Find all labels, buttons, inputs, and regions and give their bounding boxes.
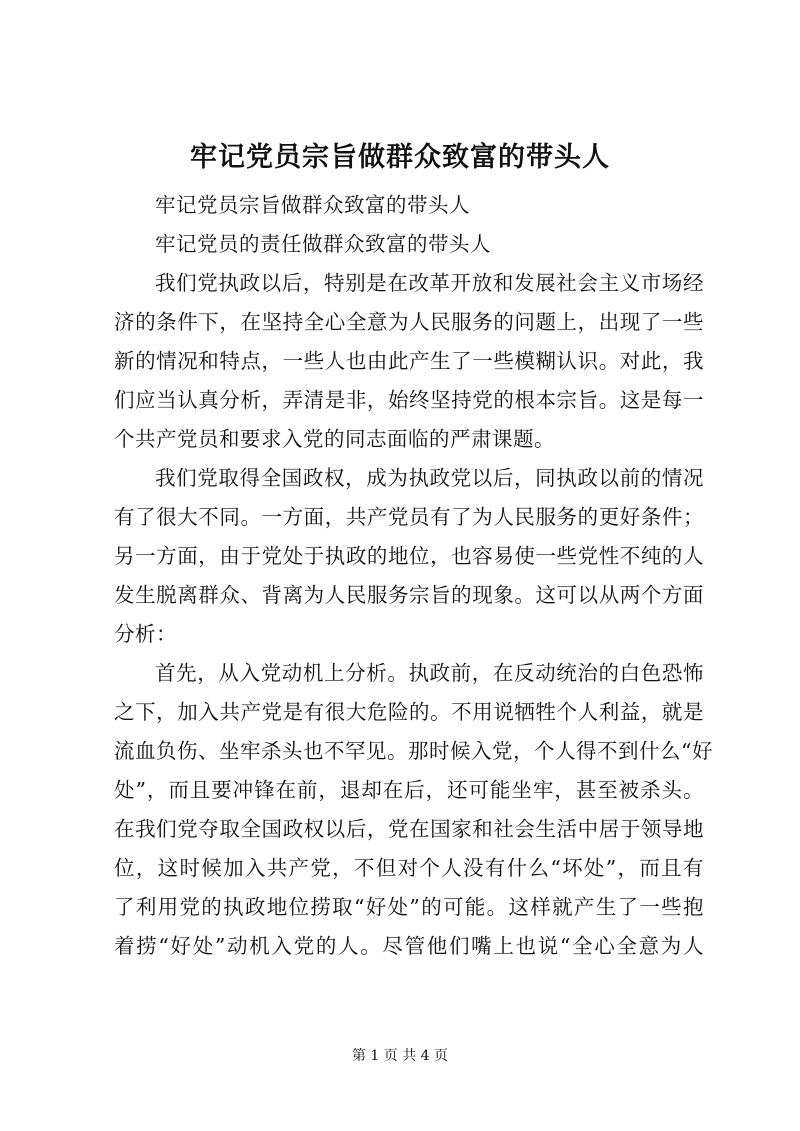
- paragraph-line: 之下，加入共产党是有很大危险的。不用说牺牲个人利益，就是: [114, 700, 704, 724]
- paragraph-line: 另一方面，由于党处于执政的地位，也容易使一些党性不纯的人: [114, 544, 704, 568]
- paragraph-line: 我们党取得全国政权，成为执政党以后，同执政以前的情况: [155, 466, 704, 490]
- paragraph-line: 位，这时候加入共产党，不但对个人没有什么“坏处”，而且有: [114, 856, 704, 880]
- paragraph-line: 新的情况和特点，一些人也由此产生了一些模糊认识。对此，我: [114, 349, 704, 373]
- paragraph-line: 有了很大不同。一方面，共产党员有了为人民服务的更好条件；: [114, 505, 704, 529]
- document-title: 牢记党员宗旨做群众致富的带头人: [190, 142, 610, 173]
- paragraph-line: 个共产党员和要求入党的同志面临的严肃课题。: [114, 427, 555, 451]
- paragraph-line: 济的条件下，在坚持全心全意为人民服务的问题上，出现了一些: [114, 310, 704, 334]
- paragraph-line: 发生脱离群众、背离为人民服务宗旨的现象。这可以从两个方面: [114, 583, 704, 607]
- subtitle-line-2: 牢记党员的责任做群众致富的带头人: [155, 232, 491, 256]
- subtitle-line-1: 牢记党员宗旨做群众致富的带头人: [155, 193, 470, 217]
- paragraph-line: 分析：: [114, 622, 177, 646]
- paragraph-line: 处”，而且要冲锋在前，退却在后，还可能坐牢，甚至被杀头。: [114, 778, 704, 802]
- paragraph-line: 了利用党的执政地位捞取“好处”的可能。这样就产生了一些抱: [114, 895, 704, 919]
- paragraph-line: 流血负伤、坐牢杀头也不罕见。那时候入党，个人得不到什么“好: [114, 739, 713, 763]
- page-footer: 第 1 页 共 4 页: [351, 1048, 449, 1064]
- paragraph-line: 我们党执政以后，特别是在改革开放和发展社会主义市场经: [155, 271, 704, 295]
- paragraph-line: 着捞“好处”动机入党的人。尽管他们嘴上也说“全心全意为人: [114, 934, 704, 958]
- paragraph-line: 首先，从入党动机上分析。执政前，在反动统治的白色恐怖: [155, 661, 704, 685]
- paragraph-line: 在我们党夺取全国政权以后，党在国家和社会生活中居于领导地: [114, 817, 704, 841]
- paragraph-line: 们应当认真分析，弄清是非，始终坚持党的根本宗旨。这是每一: [114, 388, 704, 412]
